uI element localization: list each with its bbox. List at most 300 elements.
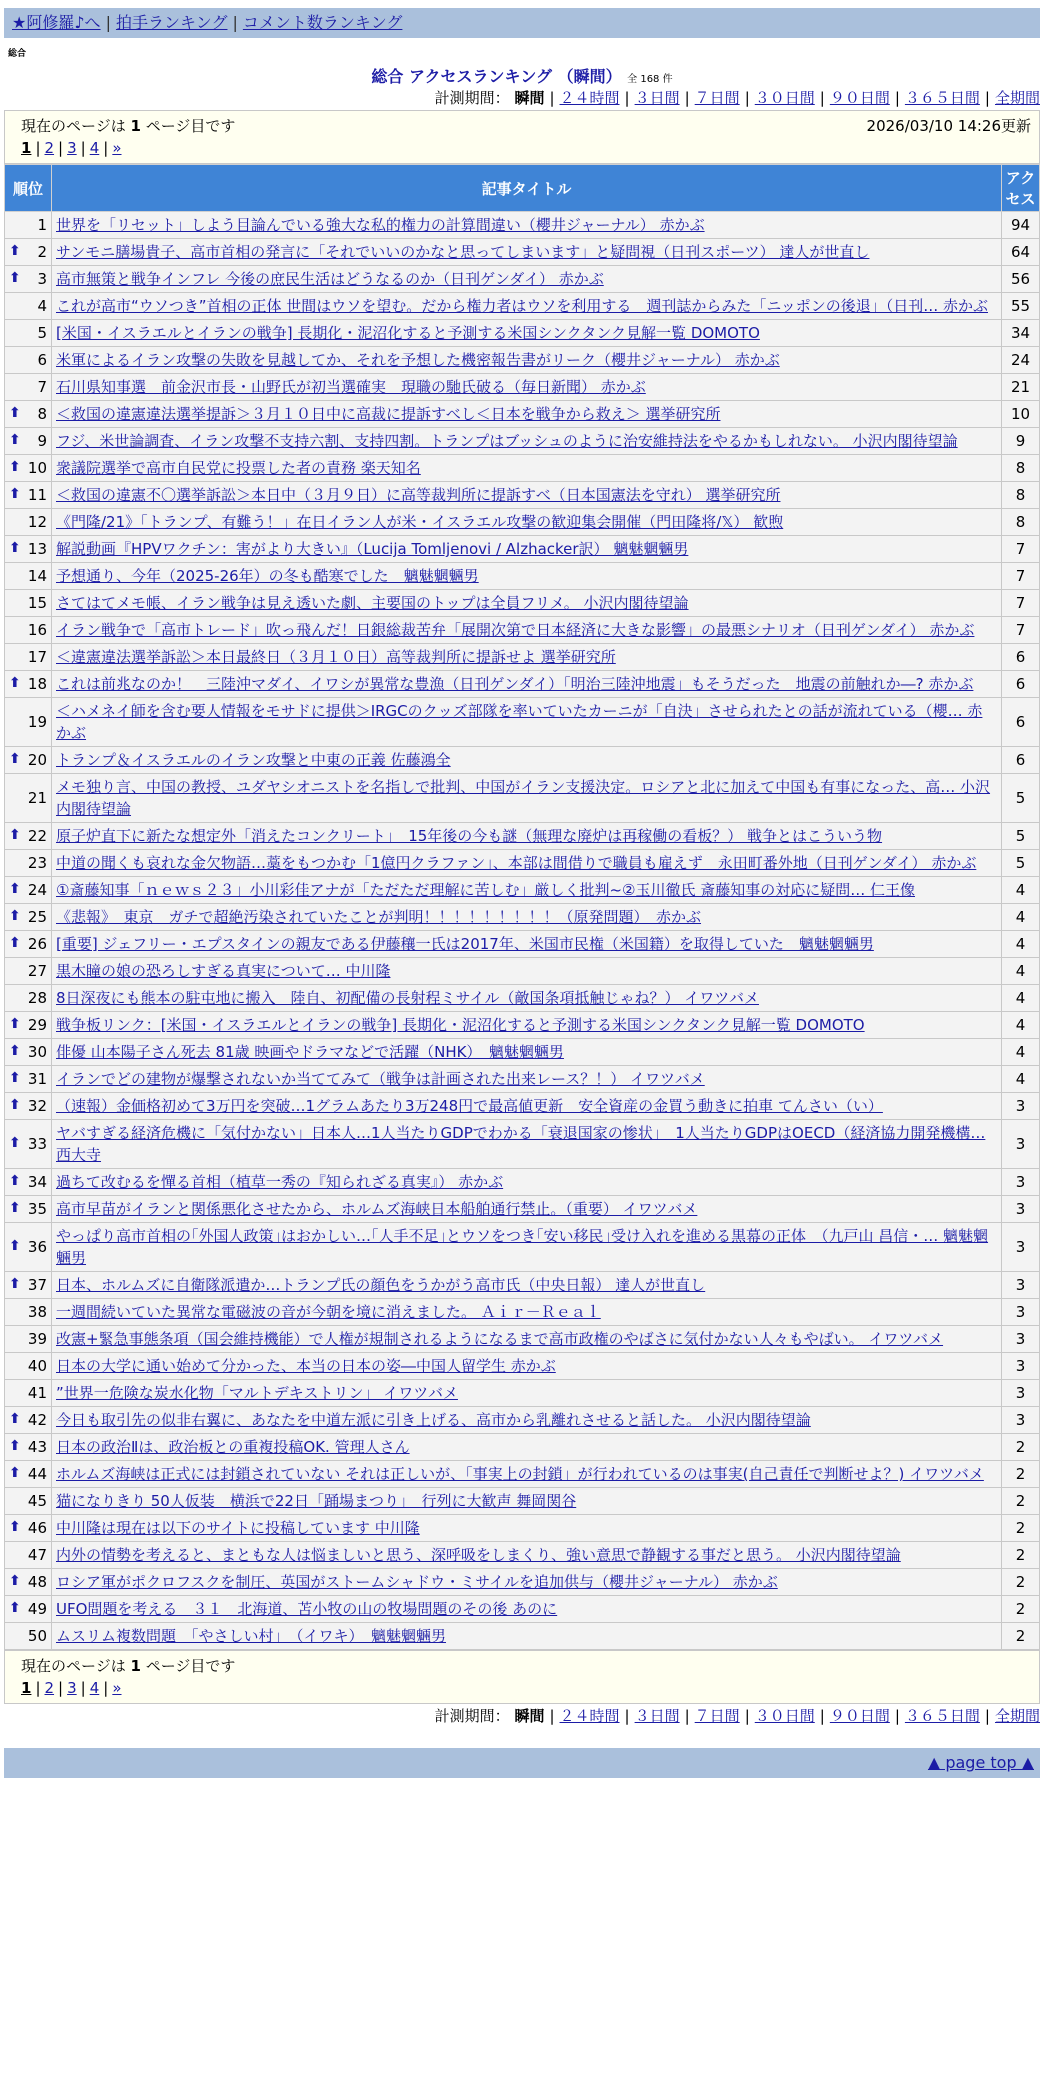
article-title-link[interactable]: ＜救国の違憲不〇選挙訴訟＞本日中（３月９日）に高等裁判所に提訴すべ（日本国憲法を守れ） 選挙研究所 (56, 486, 781, 504)
article-title-link[interactable]: 高市無策と戦争インフレ 今後の庶民生活はどうなるのか（日刊ゲンダイ） 赤かぶ (56, 270, 604, 288)
access-count: 3 (1002, 1407, 1040, 1434)
rank-cell (5, 1380, 52, 1407)
article-title-link[interactable]: ホルムズ海峡は正式には封鎖されていない それは正しいが、「事実上の封鎖」が行われているのは事実(自己責任で判断せよ？) イワツバメ (56, 1465, 984, 1483)
title-cell (52, 1353, 1002, 1380)
article-title-link[interactable]: 内外の情勢を考えると、まともな人は悩ましいと思う、深呼吸をしまくり、強い意思で静観する事だと思う。 小沢内閣待望論 (56, 1546, 901, 1564)
rank-cell (5, 1272, 52, 1299)
table-row (5, 1066, 1040, 1093)
article-title-link[interactable]: UFO問題を考える ３１ 北海道、苫小牧の山の牧場問題のその後 あのに (56, 1600, 558, 1618)
article-title-link[interactable]: ヤバすぎる経済危機に「気付かない」日本人…1人当たりGDPでわかる「衰退国家の惨状」 1人当たりGDPはOECD（経済協力開発機構… 西大寺 (56, 1124, 986, 1164)
article-title-link[interactable]: 日本の政治Ⅱは、政治板との重複投稿OK. 管理人さん (56, 1438, 410, 1456)
article-title-link[interactable]: ①斎藤知事「ｎｅｗｓ２３」小川彩佳アナが「ただただ理解に苦しむ」厳しく批判~②玉川徹氏 斎藤知事の対応に疑問… 仁王像 (56, 881, 916, 899)
rank-number: 26 (27, 935, 47, 953)
period-option-365d[interactable]: ３６５日間 (904, 1707, 980, 1725)
rank-number: 36 (27, 1238, 47, 1256)
rank-cell (5, 212, 52, 239)
access-count: 3 (1002, 1196, 1040, 1223)
page-next[interactable]: » (112, 1679, 122, 1697)
article-title-link[interactable]: 石川県知事選 前金沢市長・山野氏が初当選確実 現職の馳氏破る（毎日新聞） 赤かぶ (56, 378, 646, 396)
access-count: 2 (1002, 1515, 1040, 1542)
period-option-90d[interactable]: ９０日間 (829, 89, 890, 107)
access-count: 4 (1002, 985, 1040, 1012)
period-option-all[interactable]: 全期間 (994, 89, 1040, 107)
period-option-7d[interactable]: ７日間 (694, 1707, 740, 1725)
article-title-link[interactable]: 戦争板リンク：[米国・イスラエルとイランの戦争] 長期化・泥沼化すると予測する米国シンクタンク見解一覧 DOMOTO (56, 1016, 865, 1034)
article-title-link[interactable]: フジ、米世論調査、イラン攻撃不支持六割、支持四割。トランプはブッシュのように治安維持法をやるかもしれない。 小沢内閣待望論 (56, 432, 958, 450)
rank-up-arrow-icon: ⬆ (9, 432, 21, 448)
page-title (4, 64, 1040, 86)
rank-cell (5, 1488, 52, 1515)
article-title-link[interactable]: ＜違憲違法選挙訴訟＞本日最終日（３月１０日）高等裁判所に提訴せよ 選挙研究所 (56, 648, 616, 666)
article-title-link[interactable]: 一週間続いていた異常な電磁波の音が今朝を境に消えました。 Ａｉｒ－Ｒｅａｌ (56, 1303, 601, 1321)
article-title-link[interactable]: 過ちて改むるを憚る首相（植草一秀の『知られざる真実』） 赤かぶ (56, 1173, 504, 1191)
access-count: 8 (1002, 509, 1040, 536)
article-title-link[interactable]: 高市早苗がイランと関係悪化させたから、ホルムズ海峡日本船舶通行禁止。（重要） イワツバメ (56, 1200, 698, 1218)
clap-ranking-link[interactable]: 拍手ランキング (115, 13, 228, 32)
rank-up-arrow-icon: ⬆ (9, 1276, 21, 1292)
period-label: 計測期間： (434, 89, 510, 107)
title-cell (52, 1380, 1002, 1407)
rank-number: 21 (27, 789, 47, 807)
period-option-3d[interactable]: ３日間 (634, 1707, 680, 1725)
rank-up-arrow-icon: ⬆ (9, 1465, 21, 1481)
rank-number: 13 (27, 540, 47, 558)
rank-cell (5, 931, 52, 958)
rank-number: 48 (27, 1573, 47, 1591)
rank-cell (5, 644, 52, 671)
access-count: 2 (1002, 1596, 1040, 1623)
rank-cell (5, 509, 52, 536)
access-count: 24 (1002, 347, 1040, 374)
rank-number: 5 (37, 324, 47, 342)
article-title-link[interactable]: さてはてメモ帳、イラン戦争は見え透いた劇、主要国のトップは全員フリメ。 小沢内閣待望論 (56, 594, 689, 612)
table-row (5, 823, 1040, 850)
rank-cell (5, 1623, 52, 1650)
title-cell (52, 239, 1002, 266)
title-cell (52, 455, 1002, 482)
rank-up-arrow-icon: ⬆ (9, 908, 21, 924)
article-title-link[interactable]: 世界を「リセット」しよう目論んでいる強大な私的権力の計算間違い（櫻井ジャーナル） 赤かぶ (56, 216, 705, 234)
period-label: 計測期間： (434, 1707, 510, 1725)
rank-number: 20 (27, 751, 47, 769)
rank-up-arrow-icon: ⬆ (9, 1600, 21, 1616)
article-title-link[interactable]: ”世界一危険な炭水化物「マルトデキストリン」 イワツバメ (56, 1384, 458, 1402)
rank-cell (5, 455, 52, 482)
rank-up-arrow-icon: ⬆ (9, 1016, 21, 1032)
access-count: 21 (1002, 374, 1040, 401)
page-link-3[interactable]: 3 (67, 1679, 77, 1697)
rank-number: 17 (27, 648, 47, 666)
table-row (5, 1569, 1040, 1596)
title-cell (52, 1120, 1002, 1169)
rank-up-arrow-icon: ⬆ (9, 1438, 21, 1454)
access-count: 7 (1002, 563, 1040, 590)
rank-up-arrow-icon: ⬆ (9, 540, 21, 556)
rank-number: 15 (27, 594, 47, 612)
page-link-3[interactable]: 3 (67, 139, 77, 157)
rank-up-arrow-icon: ⬆ (9, 459, 21, 475)
access-count: 5 (1002, 774, 1040, 823)
rank-cell (5, 374, 52, 401)
rank-cell (5, 1407, 52, 1434)
rank-up-arrow-icon: ⬆ (9, 881, 21, 897)
table-row (5, 644, 1040, 671)
rank-up-arrow-icon: ⬆ (9, 1519, 21, 1535)
rank-up-arrow-icon: ⬆ (9, 1135, 21, 1151)
title-cell (52, 347, 1002, 374)
updated-timestamp: 2026/03/10 14:26更新 (866, 117, 1031, 135)
article-title-link[interactable]: 《悲報》 東京 ガチで超絶汚染されていたことが判明！！！！！！！！！（原発問題） 赤かぶ (56, 908, 702, 926)
title-cell (52, 1169, 1002, 1196)
page-current: 1 (21, 139, 32, 157)
title-cell (52, 698, 1002, 747)
table-row (5, 563, 1040, 590)
period-option-24h[interactable]: ２４時間 (559, 89, 620, 107)
page-next[interactable]: » (112, 139, 122, 157)
title-cell (52, 536, 1002, 563)
rank-number: 41 (27, 1384, 47, 1402)
title-cell (52, 590, 1002, 617)
rank-up-arrow-icon: ⬆ (9, 1573, 21, 1589)
rank-number: 24 (27, 881, 47, 899)
period-selector-top: 計測期間： 瞬間 | ２４時間 | ３日間 | ７日間 | ３０日間 | ９０日間 | ３６５日間 | 全期間 (434, 89, 1040, 107)
rank-up-arrow-icon: ⬆ (9, 1200, 21, 1216)
rank-up-arrow-icon: ⬆ (9, 935, 21, 951)
access-count: 3 (1002, 1380, 1040, 1407)
access-count: 4 (1002, 877, 1040, 904)
table-row (5, 1380, 1040, 1407)
access-count: 9 (1002, 428, 1040, 455)
table-row (5, 320, 1040, 347)
table-row (5, 293, 1040, 320)
title-cell (52, 774, 1002, 823)
table-row (5, 428, 1040, 455)
rank-number: 45 (27, 1492, 47, 1510)
rank-number: 2 (37, 243, 47, 261)
access-count: 5 (1002, 850, 1040, 877)
table-row (5, 1272, 1040, 1299)
rank-cell (5, 401, 52, 428)
rank-cell (5, 617, 52, 644)
period-option-90d[interactable]: ９０日間 (829, 1707, 890, 1725)
title-cell (52, 644, 1002, 671)
article-title-link[interactable]: 黒木瞳の娘の恐ろしすぎる真実について… 中川隆 (56, 962, 391, 980)
table-row (5, 1039, 1040, 1066)
period-option-365d[interactable]: ３６５日間 (904, 89, 980, 107)
table-header (5, 165, 1040, 212)
rank-number: 39 (27, 1330, 47, 1348)
title-cell (52, 1488, 1002, 1515)
rank-number: 7 (37, 378, 47, 396)
rank-number: 14 (27, 567, 47, 585)
title-cell (52, 1066, 1002, 1093)
access-count: 6 (1002, 747, 1040, 774)
title-cell (52, 823, 1002, 850)
rank-cell (5, 428, 52, 455)
rank-cell (5, 536, 52, 563)
access-count: 6 (1002, 644, 1040, 671)
article-title-link[interactable]: やっぱり高市首相の｢外国人政策｣はおかしい…｢人手不足｣とウソをつき｢安い移民｣受け入れを進める黒幕の正体 （九戸山 昌信・… 魑魅魍魎男 (56, 1227, 989, 1267)
article-title-link[interactable]: 日本、ホルムズに自衛隊派遣か…トランプ氏の顔色をうかがう高市氏（中央日報） 達人が世直し (56, 1276, 706, 1294)
rank-cell (5, 1515, 52, 1542)
rank-cell (5, 1196, 52, 1223)
home-link[interactable]: ★阿修羅♪へ (12, 13, 101, 32)
table-row (5, 877, 1040, 904)
title-cell (52, 1515, 1002, 1542)
access-count: 3 (1002, 1169, 1040, 1196)
rank-up-arrow-icon: ⬆ (9, 827, 21, 843)
table-row (5, 374, 1040, 401)
rank-number: 27 (27, 962, 47, 980)
article-title-link[interactable]: ロシア軍がポクロフスクを制圧、英国がストームシャドウ・ミサイルを追加供与（櫻井ジャーナル） 赤かぶ (56, 1573, 778, 1591)
title-cell (52, 958, 1002, 985)
access-count: 6 (1002, 671, 1040, 698)
table-row (5, 1196, 1040, 1223)
article-title-link[interactable]: 予想通り、今年（2025-26年）の冬も酷寒でした 魑魅魍魎男 (56, 567, 479, 585)
rank-number: 19 (27, 713, 47, 731)
table-row (5, 1326, 1040, 1353)
period-option-24h[interactable]: ２４時間 (559, 1707, 620, 1725)
header-rank: 順位 (5, 165, 52, 212)
article-title-link[interactable]: 今日も取引先の似非右翼に、あなたを中道左派に引き上げる、高市から乳離れさせると話した。 小沢内閣待望論 (56, 1411, 811, 1429)
rank-number: 29 (27, 1016, 47, 1034)
title-cell (52, 1012, 1002, 1039)
current-page-text: 現在のページは 1 ページ目です (21, 1657, 236, 1675)
access-count: 3 (1002, 1353, 1040, 1380)
title-cell (52, 1569, 1002, 1596)
rank-cell (5, 985, 52, 1012)
table-row (5, 698, 1040, 747)
page-current: 1 (21, 1679, 32, 1697)
rank-number: 35 (27, 1200, 47, 1218)
article-title-link[interactable]: [重要] ジェフリー・エプスタインの親友である伊藤穰一氏は2017年、米国市民権（米国籍）を取得していた 魑魅魍魎男 (56, 935, 874, 953)
article-title-link[interactable]: 原子炉直下に新たな想定外「消えたコンクリート」 15年後の今も謎（無理な廃炉は再稼働の看板？） 戦争とはこういう物 (56, 827, 883, 845)
table-row (5, 1542, 1040, 1569)
access-count: 2 (1002, 1488, 1040, 1515)
table-row (5, 1353, 1040, 1380)
title-cell (52, 482, 1002, 509)
rank-up-arrow-icon: ⬆ (9, 1043, 21, 1059)
access-count: 94 (1002, 212, 1040, 239)
rank-cell (5, 1223, 52, 1272)
title-cell (52, 850, 1002, 877)
title-cell (52, 1272, 1002, 1299)
rank-number: 23 (27, 854, 47, 872)
article-title-link[interactable]: これが高市“ウソつき”首相の正体 世間はウソを望む。だから権力者はウソを利用する 週刊誌からみた「ニッポンの後退」（日刊… 赤かぶ (56, 297, 988, 315)
title-cell (52, 1299, 1002, 1326)
rank-up-arrow-icon: ⬆ (9, 675, 21, 691)
article-title-link[interactable]: トランプ＆イスラエルのイラン攻撃と中東の正義 佐藤鴻全 (56, 751, 451, 769)
rank-cell (5, 482, 52, 509)
rank-number: 12 (27, 513, 47, 531)
access-count: 4 (1002, 1039, 1040, 1066)
top-nav-bar (4, 8, 1040, 38)
rank-number: 1 (37, 216, 47, 234)
table-row (5, 455, 1040, 482)
period-option-30d[interactable]: ３０日間 (754, 1707, 815, 1725)
access-count: 64 (1002, 239, 1040, 266)
rank-number: 3 (37, 270, 47, 288)
table-row (5, 1012, 1040, 1039)
article-title-link[interactable]: メモ独り言、中国の教授、ユダヤシオニストを名指しで批判、中国がイラン支援決定。ロシアと北に加えて中国も有事になった、高… 小沢内閣待望論 (56, 778, 991, 818)
table-row (5, 1461, 1040, 1488)
table-row (5, 1515, 1040, 1542)
rank-cell (5, 1569, 52, 1596)
access-count: 3 (1002, 1299, 1040, 1326)
period-option-all[interactable]: 全期間 (994, 1707, 1040, 1725)
article-title-link[interactable]: （速報）金価格初めて3万円を突破…1グラムあたり3万248円で最高値更新 安全資産の金買う動きに拍車 てんさい（い） (56, 1097, 883, 1115)
rank-up-arrow-icon: ⬆ (9, 1070, 21, 1086)
article-title-link[interactable]: サンモニ膳場貴子、高市首相の発言に「それでいいのかなと思ってしまいます」と疑問視（日刊スポーツ） 達人が世直し (56, 243, 870, 261)
table-row (5, 617, 1040, 644)
access-count: 3 (1002, 1223, 1040, 1272)
table-row (5, 590, 1040, 617)
article-title-link[interactable]: 8日深夜にも熊本の駐屯地に搬入 陸自、初配備の長射程ミサイル（敵国条項抵触じゃね？） イワツバメ (56, 989, 759, 1007)
access-count: 34 (1002, 320, 1040, 347)
rank-cell (5, 563, 52, 590)
rank-number: 18 (27, 675, 47, 693)
article-title-link[interactable]: 中道の聞くも哀れな金欠物語…藁をもつかむ「1億円クラファン」、本部は間借りで職員も雇えず 永田町番外地（日刊ゲンダイ） 赤かぶ (56, 854, 977, 872)
access-count: 3 (1002, 1272, 1040, 1299)
ranking-table (4, 164, 1040, 1650)
title-cell (52, 1196, 1002, 1223)
table-row (5, 1488, 1040, 1515)
access-count: 3 (1002, 1093, 1040, 1120)
page-link-4[interactable]: 4 (89, 139, 100, 157)
title-cell (52, 428, 1002, 455)
article-title-link[interactable]: 中川隆は現在は以下のサイトに投稿しています 中川隆 (56, 1519, 420, 1537)
article-title-link[interactable]: 衆議院選挙で高市自民党に投票した者の責務 楽天知名 (56, 459, 421, 477)
page-info-bottom (4, 1650, 1040, 1704)
access-count: 2 (1002, 1461, 1040, 1488)
access-count: 3 (1002, 1120, 1040, 1169)
title-cell (52, 1223, 1002, 1272)
page-link-2[interactable]: 2 (44, 139, 55, 157)
table-row (5, 1093, 1040, 1120)
article-title-link[interactable]: 改憲+緊急事態条項（国会維持機能）で人権が規制されるようになるまで高市政権のやばさに気付かない人々もやばい。 イワツバメ (56, 1330, 944, 1348)
rank-cell (5, 1012, 52, 1039)
rank-cell (5, 904, 52, 931)
rank-cell (5, 293, 52, 320)
article-title-link[interactable]: 《門隆/21》「トランプ、有難う！」在日イラン人が米・イスラエル攻撃の歓迎集会開催（門田隆将/𝕏） 歓煦 (56, 513, 784, 531)
rank-cell (5, 877, 52, 904)
article-title-link[interactable]: 日本の大学に通い始めて分かった、本当の日本の姿―中国人留学生 赤かぶ (56, 1357, 556, 1375)
table-row (5, 239, 1040, 266)
period-option-7d[interactable]: ７日間 (694, 89, 740, 107)
rank-number: 25 (27, 908, 47, 926)
article-title-link[interactable]: イランでどの建物が爆撃されないか当ててみて（戦争は計画された出来レース？！） イワツバメ (56, 1070, 705, 1088)
period-selected: 瞬間 (514, 89, 545, 107)
title-cell (52, 320, 1002, 347)
rank-cell (5, 266, 52, 293)
rank-cell (5, 1093, 52, 1120)
article-title-link[interactable]: ＜救国の違憲違法選挙提訴＞３月１０日中に高裁に提訴すべし＜日本を戦争から救え＞ 選挙研究所 (56, 405, 721, 423)
rank-cell (5, 1542, 52, 1569)
title-cell (52, 617, 1002, 644)
article-title-link[interactable]: 俳優 山本陽子さん死去 81歳 映画やドラマなどで活躍（NHK） 魑魅魍魎男 (56, 1043, 564, 1061)
rank-cell (5, 1461, 52, 1488)
rank-up-arrow-icon: ⬆ (9, 1238, 21, 1254)
rank-cell (5, 698, 52, 747)
title-cell (52, 212, 1002, 239)
rank-number: 46 (27, 1519, 47, 1537)
table-row (5, 1299, 1040, 1326)
table-row (5, 212, 1040, 239)
title-cell (52, 1542, 1002, 1569)
rank-number: 6 (37, 351, 47, 369)
rank-cell (5, 1434, 52, 1461)
title-cell (52, 747, 1002, 774)
article-title-link[interactable]: 解説動画『HPVワクチン：害がより大きい』（Lucija Tomljenovi / Alzhacker訳） 魑魅魍魎男 (56, 540, 689, 558)
table-row (5, 1596, 1040, 1623)
rank-number: 8 (37, 405, 47, 423)
article-title-link[interactable]: ムスリム複数問題 「やさしい村」 （イワキ） 魑魅魍魎男 (56, 1627, 447, 1645)
page-link-4[interactable]: 4 (89, 1679, 100, 1697)
table-row (5, 482, 1040, 509)
pagination-top: 1 | 2 | 3 | 4 | » (21, 139, 122, 157)
access-count: 55 (1002, 293, 1040, 320)
comment-ranking-link[interactable]: コメント数ランキング (242, 13, 403, 32)
article-title-link[interactable]: これは前兆なのか！ 三陸沖マダイ、イワシが異常な豊漁（日刊ゲンダイ）「明治三陸沖地震」もそうだった 地震の前触れか―? 赤かぶ (56, 675, 974, 693)
access-count: 2 (1002, 1542, 1040, 1569)
period-option-3d[interactable]: ３日間 (634, 89, 680, 107)
table-row (5, 347, 1040, 374)
title-cell (52, 1093, 1002, 1120)
article-title-link[interactable]: イラン戦争で「高市トレード」吹っ飛んだ！日銀総裁苦弁「展開次第で日本経済に大きな影響」の最悪シナリオ（日刊ゲンダイ） 赤かぶ (56, 621, 975, 639)
rank-up-arrow-icon: ⬆ (9, 405, 21, 421)
access-count: 7 (1002, 617, 1040, 644)
article-title-link[interactable]: [米国・イスラエルとイランの戦争] 長期化・泥沼化すると予測する米国シンクタンク見解一覧 DOMOTO (56, 324, 760, 342)
article-title-link[interactable]: 猫になりきり 50人仮装 横浜で22日「踊場まつり」 行列に大歓声 舞岡関谷 (56, 1492, 577, 1510)
rank-up-arrow-icon: ⬆ (9, 1411, 21, 1427)
access-count: 5 (1002, 823, 1040, 850)
period-option-30d[interactable]: ３０日間 (754, 89, 815, 107)
title-cell (52, 985, 1002, 1012)
title-cell (52, 563, 1002, 590)
rank-up-arrow-icon: ⬆ (9, 243, 21, 259)
access-count: 2 (1002, 1623, 1040, 1650)
title-cell (52, 1039, 1002, 1066)
table-row (5, 266, 1040, 293)
article-title-link[interactable]: ＜ハメネイ師を含む要人情報をモサドに提供＞IRGCのクッズ部隊を率いていたカーニが「自決」させられたとの話が流れている（櫻… 赤かぶ (56, 702, 983, 742)
rank-cell (5, 1326, 52, 1353)
rank-up-arrow-icon: ⬆ (9, 1173, 21, 1189)
title-cell (52, 1461, 1002, 1488)
rank-cell (5, 823, 52, 850)
rank-number: 38 (27, 1303, 47, 1321)
table-row (5, 747, 1040, 774)
page-link-2[interactable]: 2 (44, 1679, 55, 1697)
page-top-link[interactable]: ▲ page top ▲ (927, 1753, 1034, 1772)
table-row (5, 904, 1040, 931)
table-row (5, 1623, 1040, 1650)
rank-number: 28 (27, 989, 47, 1007)
rank-number: 43 (27, 1438, 47, 1456)
access-count: 56 (1002, 266, 1040, 293)
access-count: 7 (1002, 536, 1040, 563)
article-title-link[interactable]: 米軍によるイラン攻撃の失敗を見越してか、それを予想した機密報告書がリーク（櫻井ジャーナル） 赤かぶ (56, 351, 780, 369)
rank-cell (5, 958, 52, 985)
rank-cell (5, 1353, 52, 1380)
category-tag: 総合 (8, 49, 27, 59)
table-row (5, 671, 1040, 698)
title-cell (52, 671, 1002, 698)
rank-cell (5, 1299, 52, 1326)
access-count: 2 (1002, 1569, 1040, 1596)
access-count: 8 (1002, 482, 1040, 509)
table-row (5, 1169, 1040, 1196)
pagination-bottom: 1 | 2 | 3 | 4 | » (21, 1679, 122, 1697)
